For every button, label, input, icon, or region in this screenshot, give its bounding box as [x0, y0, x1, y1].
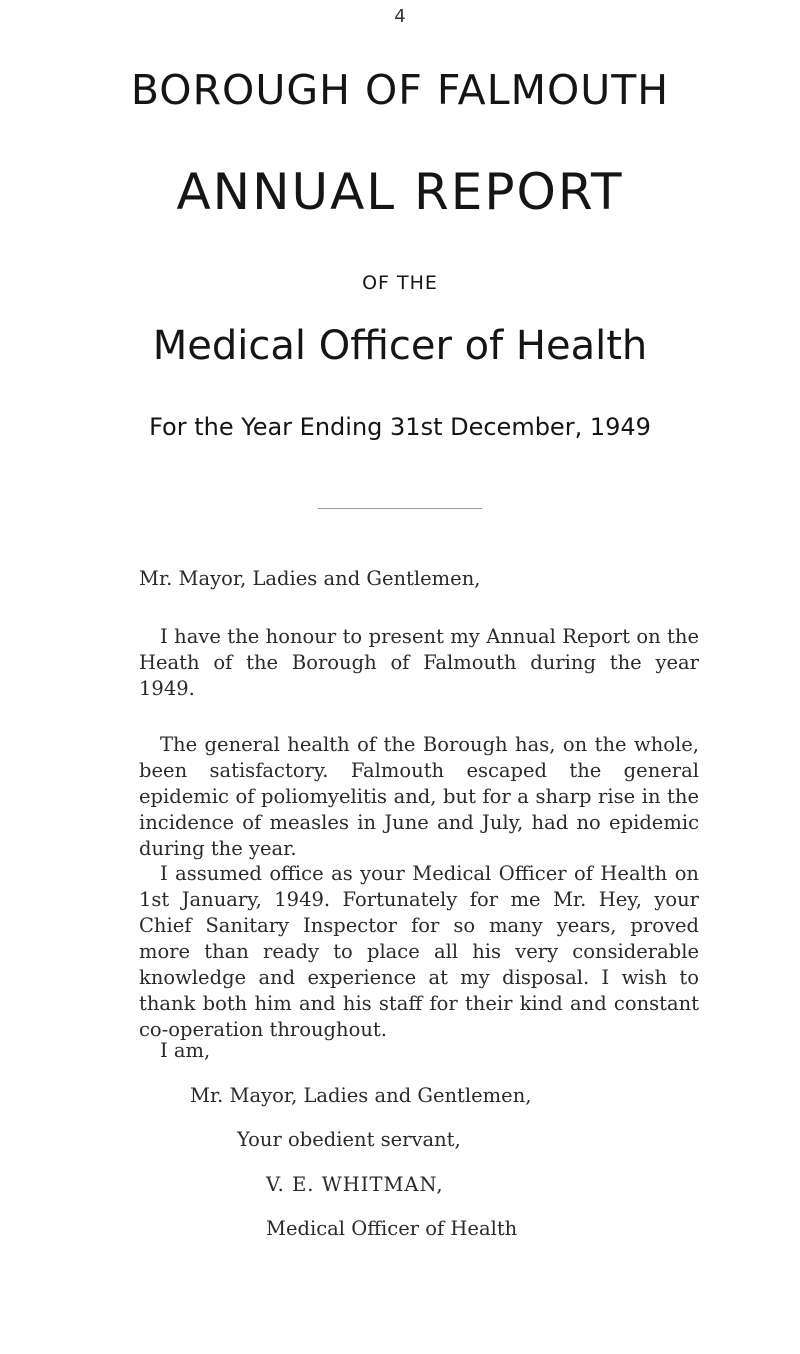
of-the-heading: OF THE [362, 272, 438, 294]
signatory-name: V. E. WHITMAN, [266, 1173, 444, 1196]
closing-address: Mr. Mayor, Ladies and Gentlemen, [190, 1084, 532, 1107]
paragraph-office: I assumed office as your Medical Officer of Health on 1st January, 1949. Fortunately for me Mr. Hey, your Chief Sanitary Inspector for so many years, proved more than ready to place all his very considerable knowledge and experience at my disposal. I wish to thank both him and his staff for their kind and constant co-operation throughout. [139, 862, 699, 1041]
closing-valediction: Your obedient servant, [237, 1128, 461, 1151]
divider-rule [318, 508, 482, 509]
paragraph-general-health: The general health of the Borough has, on the whole, been satisfactory. Falmouth escaped the general epidemic of poliomyelitis and, but for a sharp rise in the incidence of measles in June and July, had no epidemic during the year. [139, 733, 699, 860]
year-ending-heading: For the Year Ending 31st December, 1949 [149, 413, 651, 441]
annual-report-heading: ANNUAL REPORT [176, 163, 624, 221]
page-number: 4 [394, 6, 406, 27]
borough-heading: BOROUGH OF FALMOUTH [130, 66, 670, 114]
signatory-title: Medical Officer of Health [266, 1217, 518, 1240]
closing-i-am: I am, [160, 1039, 211, 1062]
paragraph-intro: I have the honour to present my Annual Report on the Heath of the Borough of Falmouth during the year 1949. [139, 625, 699, 700]
medical-officer-heading: Medical Officer of Health [152, 323, 648, 369]
salutation: Mr. Mayor, Ladies and Gentlemen, [139, 567, 481, 590]
